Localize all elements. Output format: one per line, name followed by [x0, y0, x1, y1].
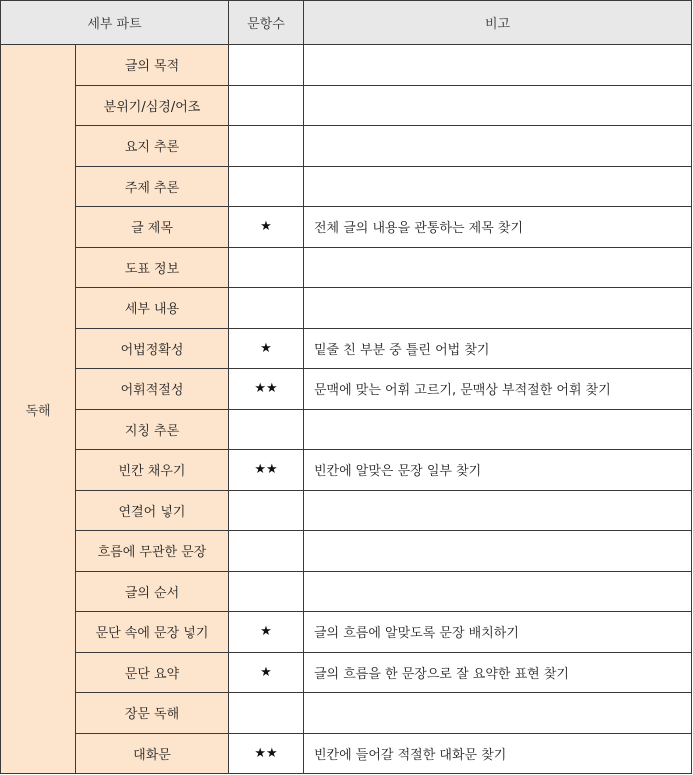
section-label: 독해 [1, 45, 76, 774]
star-rating [229, 45, 304, 86]
table-row [1, 531, 692, 572]
star-rating [229, 490, 304, 531]
note-cell: 글의 흐름에 알맞도록 문장 배치하기 [304, 612, 692, 653]
part-cell: 장문 독해 [76, 693, 229, 734]
table-row [1, 369, 692, 410]
header-note: 비고 [304, 1, 692, 45]
part-cell: 흐름에 무관한 문장 [76, 531, 229, 572]
part-cell: 연결어 넣기 [76, 490, 229, 531]
part-cell: 주제 추론 [76, 166, 229, 207]
table-row [1, 126, 692, 167]
table-row [1, 652, 692, 693]
star-rating [229, 693, 304, 734]
table-row [1, 490, 692, 531]
note-cell [304, 571, 692, 612]
table-row [1, 693, 692, 734]
header-row [1, 1, 692, 45]
note-cell: 밑줄 친 부분 중 틀린 어법 찾기 [304, 328, 692, 369]
star-rating: ★★ [229, 450, 304, 491]
star-rating [229, 409, 304, 450]
star-rating: ★ [229, 612, 304, 653]
part-cell: 어법정확성 [76, 328, 229, 369]
note-cell: 빈칸에 알맞은 문장 일부 찾기 [304, 450, 692, 491]
star-rating [229, 166, 304, 207]
table-row [1, 207, 692, 248]
note-cell [304, 490, 692, 531]
note-cell: 전체 글의 내용을 관통하는 제목 찾기 [304, 207, 692, 248]
note-cell: 빈칸에 들어갈 적절한 대화문 찾기 [304, 733, 692, 774]
note-cell [304, 126, 692, 167]
star-rating: ★ [229, 652, 304, 693]
star-rating: ★★ [229, 369, 304, 410]
part-cell: 글 제목 [76, 207, 229, 248]
part-cell: 지칭 추론 [76, 409, 229, 450]
star-rating: ★★ [229, 733, 304, 774]
table-row [1, 288, 692, 329]
table-row [1, 612, 692, 653]
table-row [1, 247, 692, 288]
note-cell: 글의 흐름을 한 문장으로 잘 요약한 표현 찾기 [304, 652, 692, 693]
star-rating [229, 126, 304, 167]
part-cell: 빈칸 채우기 [76, 450, 229, 491]
note-cell [304, 531, 692, 572]
part-cell: 세부 내용 [76, 288, 229, 329]
table-row [1, 166, 692, 207]
note-cell [304, 247, 692, 288]
table-row [1, 45, 692, 86]
note-cell [304, 166, 692, 207]
note-cell [304, 85, 692, 126]
table-row [1, 328, 692, 369]
part-cell: 요지 추론 [76, 126, 229, 167]
header-part: 세부 파트 [1, 1, 229, 45]
star-rating: ★ [229, 207, 304, 248]
table-row [1, 571, 692, 612]
note-cell [304, 45, 692, 86]
part-cell: 글의 목적 [76, 45, 229, 86]
note-cell [304, 693, 692, 734]
star-rating [229, 571, 304, 612]
part-cell: 글의 순서 [76, 571, 229, 612]
table-row [1, 409, 692, 450]
star-rating: ★ [229, 328, 304, 369]
note-cell [304, 288, 692, 329]
part-cell: 도표 정보 [76, 247, 229, 288]
part-cell: 문단 속에 문장 넣기 [76, 612, 229, 653]
part-cell: 분위기/심경/어조 [76, 85, 229, 126]
table-row [1, 450, 692, 491]
header-count: 문항수 [229, 1, 304, 45]
part-cell: 문단 요약 [76, 652, 229, 693]
part-cell: 어휘적절성 [76, 369, 229, 410]
note-cell [304, 409, 692, 450]
star-rating [229, 288, 304, 329]
star-rating [229, 531, 304, 572]
part-cell: 대화문 [76, 733, 229, 774]
note-cell: 문맥에 맞는 어휘 고르기, 문맥상 부적절한 어휘 찾기 [304, 369, 692, 410]
table-row [1, 85, 692, 126]
star-rating [229, 247, 304, 288]
table-row [1, 733, 692, 774]
table-body [1, 45, 692, 774]
star-rating [229, 85, 304, 126]
